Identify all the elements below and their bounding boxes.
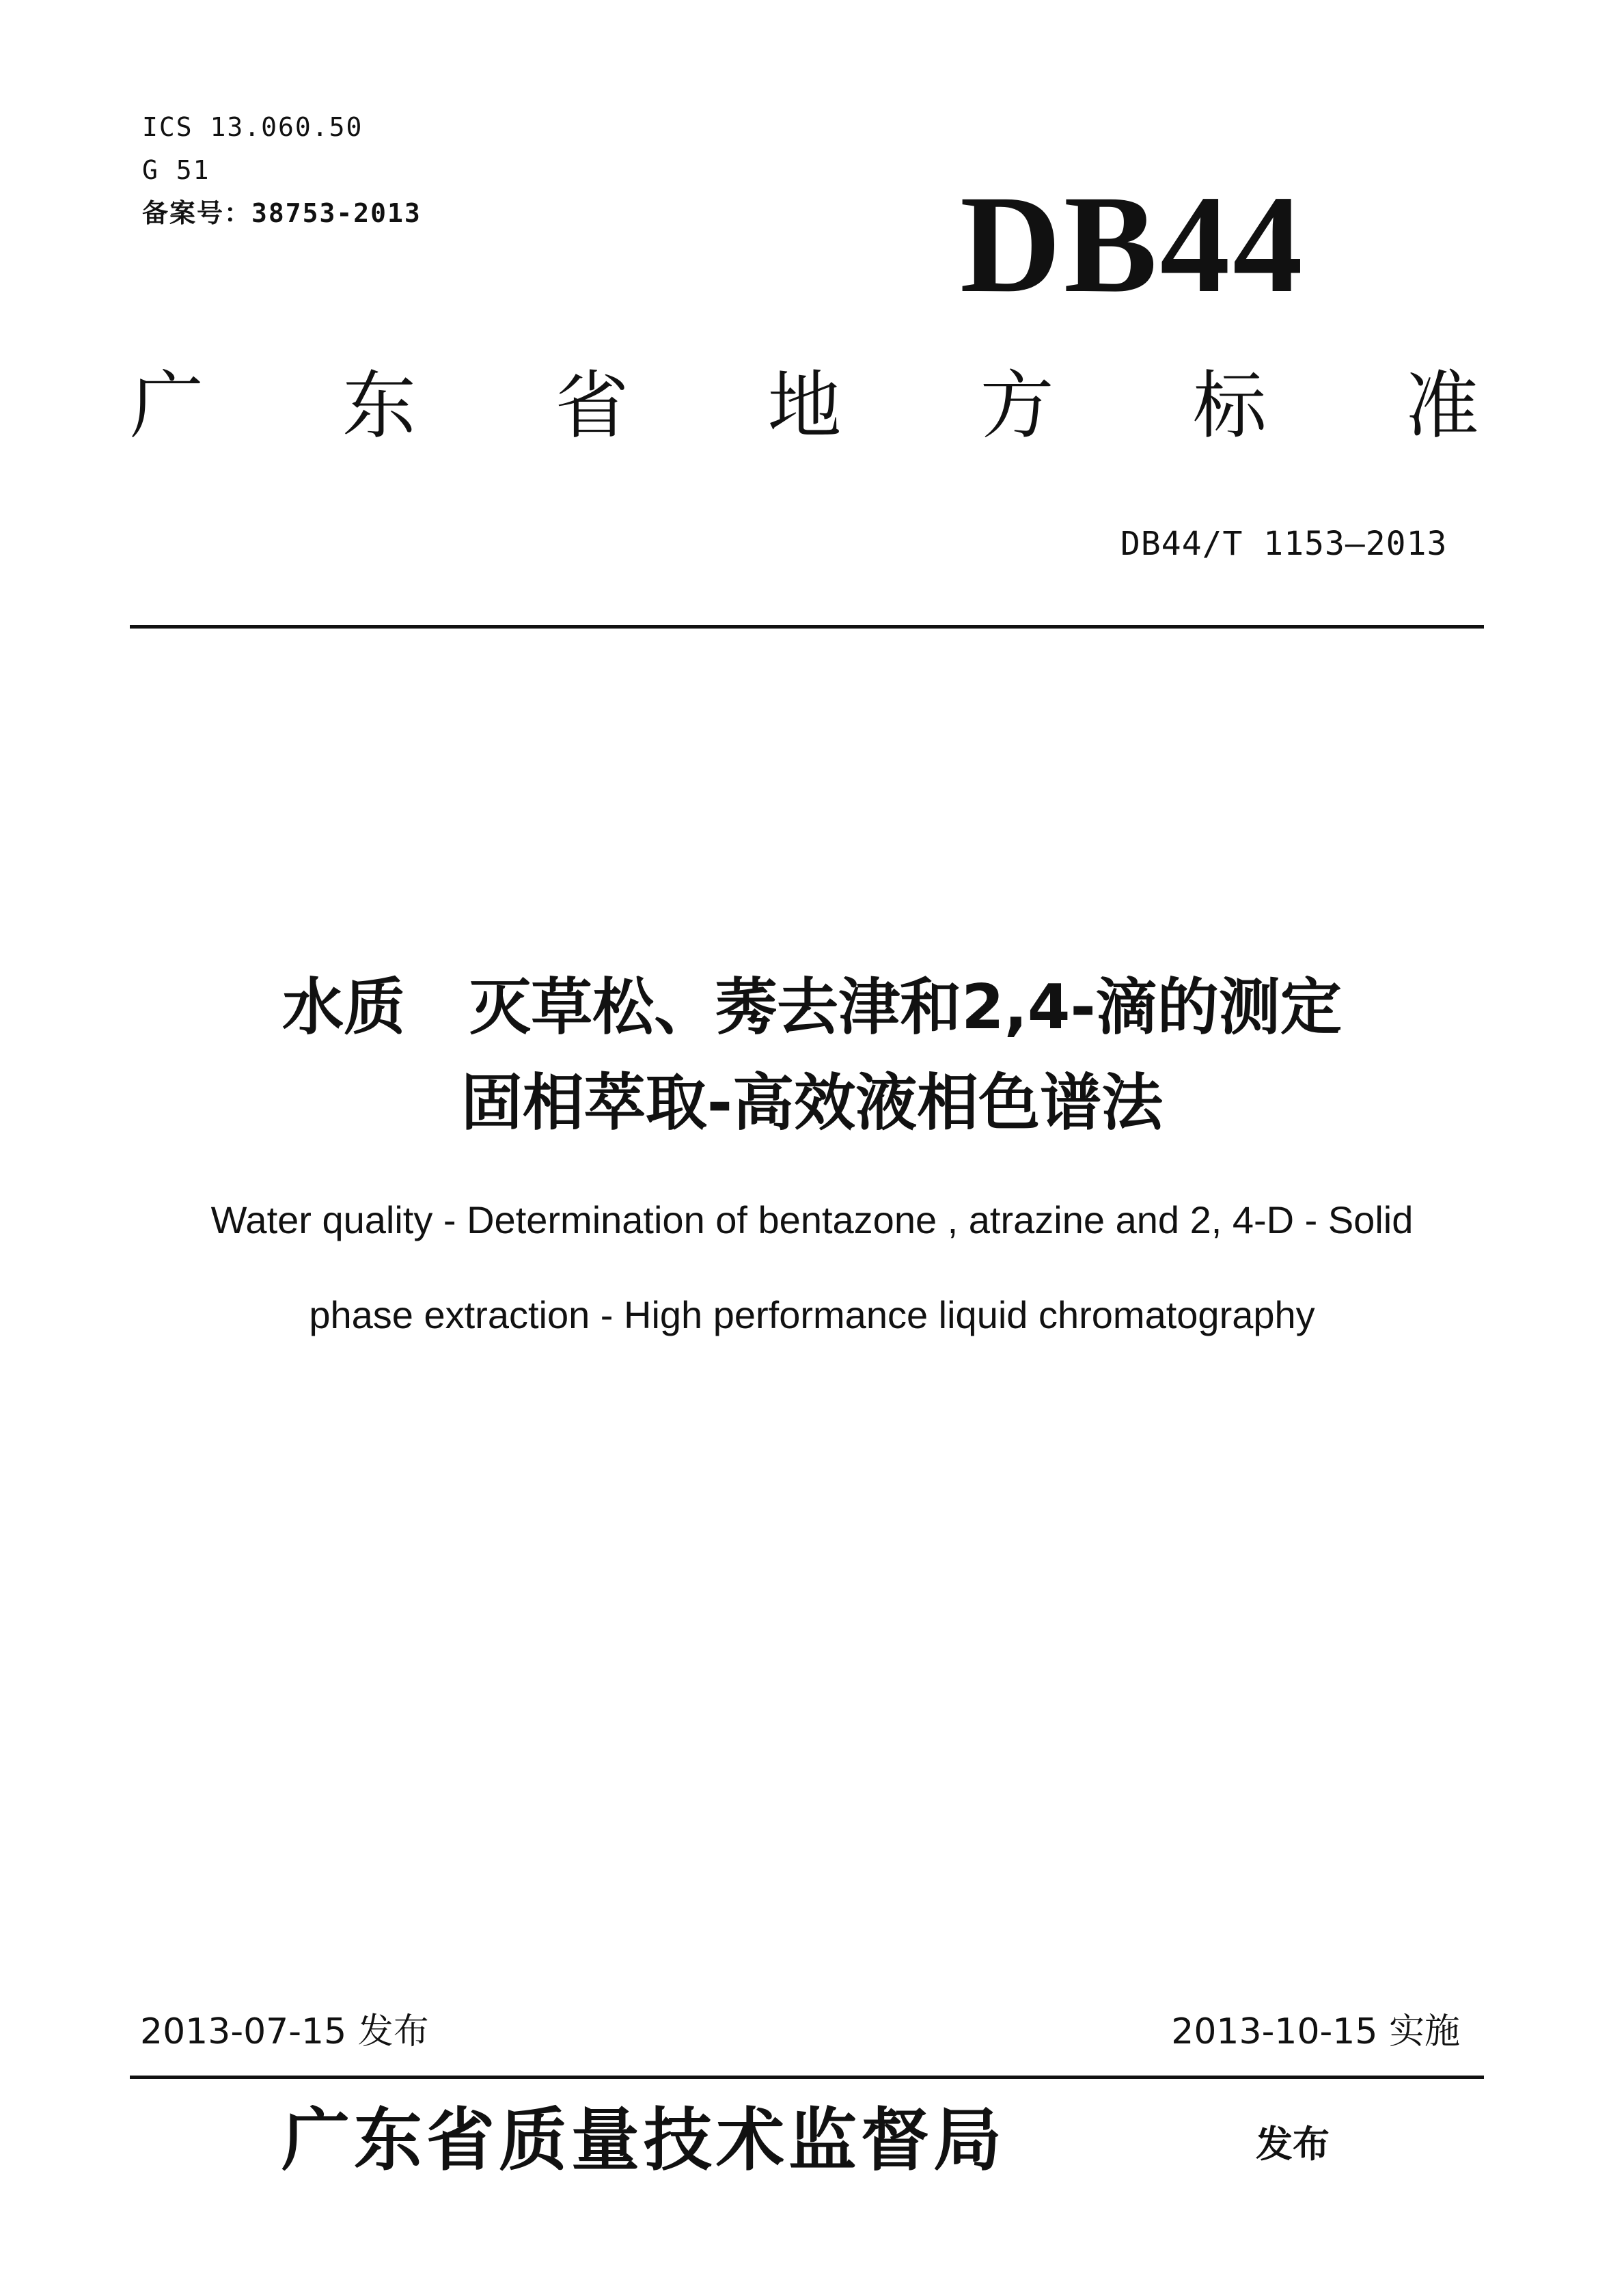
implement-date: 2013-10-15 实施 — [1171, 2011, 1460, 2052]
publish-date: 2013-07-15 发布 — [140, 2011, 429, 2052]
standard-type-char: 广 — [130, 363, 204, 449]
standard-type-char: 省 — [555, 363, 629, 449]
db44-logo: DB44 — [960, 167, 1306, 322]
ics-code: ICS 13.060.50 — [142, 112, 363, 142]
filing-number: 备案号：38753-2013 — [142, 198, 422, 228]
ccs-code: G 51 — [142, 155, 210, 185]
standard-type-char: 准 — [1405, 363, 1479, 449]
top-divider — [130, 625, 1484, 629]
standard-type-char: 方 — [980, 363, 1054, 449]
issuer-suffix: 发布 — [1256, 2123, 1330, 2166]
standard-type-char: 地 — [767, 363, 842, 449]
standard-type-char: 东 — [342, 363, 417, 449]
title-zh-line-2: 固相萃取-高效液相色谱法 — [460, 1067, 1164, 1139]
standard-number: DB44/T 1153—2013 — [1120, 525, 1448, 563]
standard-type-heading — [130, 362, 1479, 451]
title-en-line-2: phase extraction - High performance liquid chromatography — [309, 1293, 1315, 1336]
standard-type-char: 标 — [1192, 363, 1267, 449]
issuer-name: 广东省质量技术监督局 — [281, 2099, 1006, 2180]
bottom-divider — [130, 2076, 1484, 2079]
title-zh-line-1: 水质 灭草松、莠去津和2,4-滴的测定 — [282, 971, 1342, 1043]
title-en-line-1: Water quality - Determination of bentazone , atrazine and 2, 4-D - Solid — [210, 1198, 1414, 1241]
